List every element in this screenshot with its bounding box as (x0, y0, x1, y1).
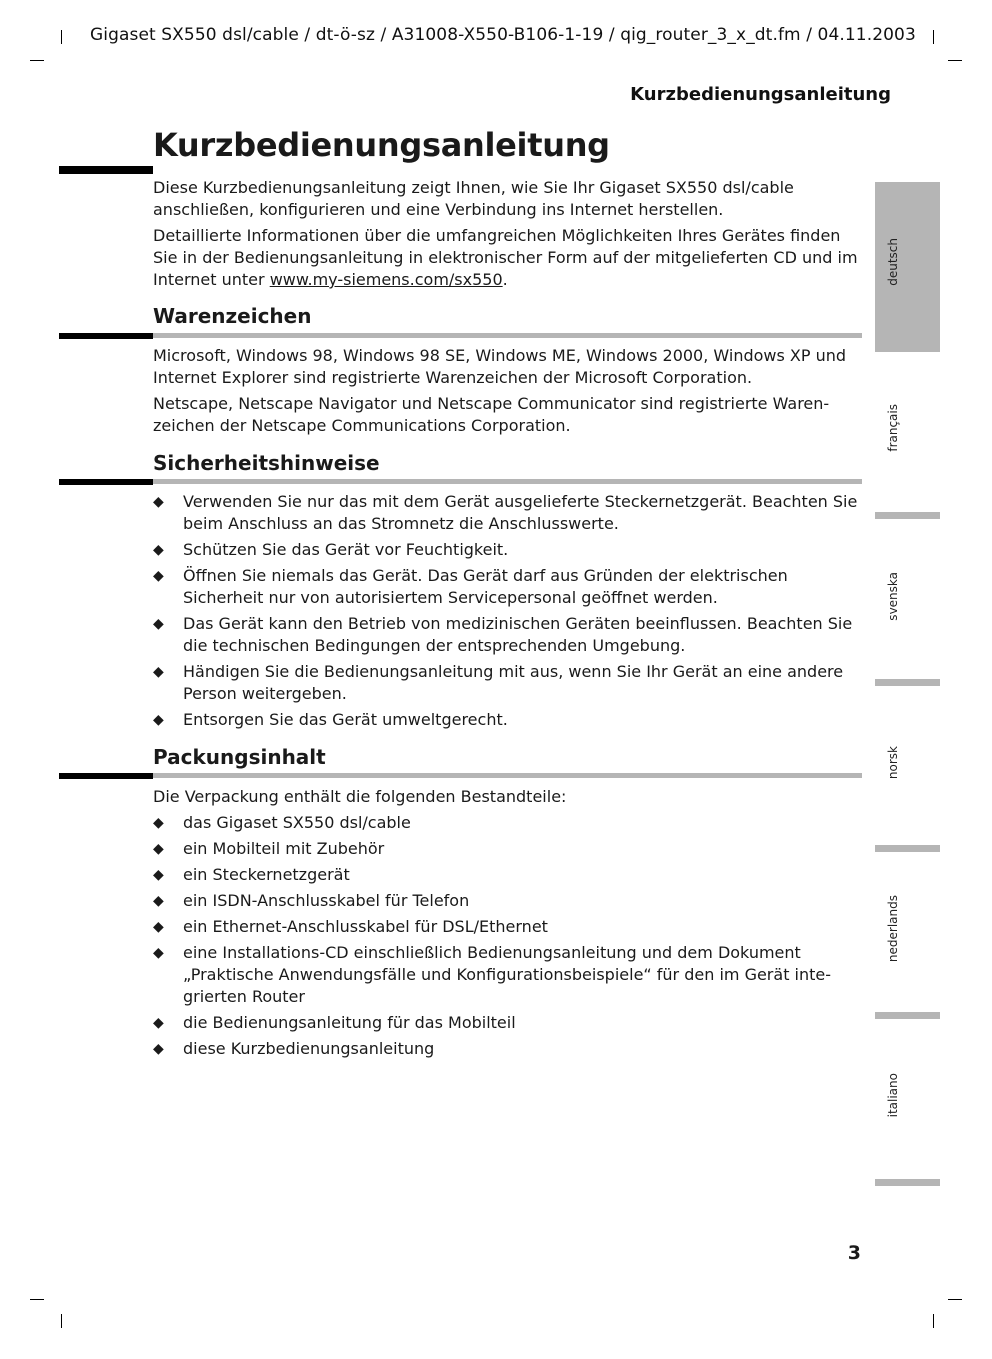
language-tab-separator (875, 1179, 940, 1186)
list-item-text: Öffnen Sie niemals das Gerät. Das Gerät darf aus Gründen der elektrischen Sicherheit nur von autorisiertem Servicepersonal geöffnet werden. (183, 566, 788, 607)
trademarks-paragraph-1: Microsoft, Windows 98, Windows 98 SE, Windows ME, Windows 2000, Windows XP und Internet Explorer sind registrierte Warenzeichen der Microsoft Corporation. (153, 346, 847, 387)
language-tab-separator (875, 1012, 940, 1019)
siemens-link[interactable]: www.my-siemens.com/sx550 (269, 270, 503, 289)
list-item-text: Schützen Sie das Gerät vor Feuchtigkeit. (183, 540, 509, 559)
list-item (153, 661, 865, 705)
bullet-diamond-icon: ◆ (153, 664, 164, 680)
language-tab-separator (875, 845, 940, 852)
page-number: 3 (847, 1242, 861, 1264)
list-item (153, 890, 865, 912)
trademarks-paragraph-2: Netscape, Netscape Navigator und Netscape Communicator sind registrierte Waren-zeichen der Netscape Communications Corporation. (153, 394, 830, 435)
language-tab-nederlands: nederlands (886, 895, 900, 963)
bullet-diamond-icon: ◆ (153, 919, 164, 935)
language-tab-active-background (875, 182, 940, 352)
section-rule-black (59, 333, 153, 339)
language-tab-italiano: italiano (886, 1073, 900, 1118)
list-item-text: Verwenden Sie nur das mit dem Gerät ausgelieferte Steckernetzgerät. Beachten Sie beim Anschluss an das Stromnetz die Anschlusswerte. (183, 492, 858, 533)
title-rule (59, 166, 153, 174)
list-item-text: Entsorgen Sie das Gerät umweltgerecht. (183, 710, 508, 729)
language-tab-separator (875, 679, 940, 686)
language-tab-deutsch: deutsch (886, 238, 900, 286)
list-item-text: die Bedienungsanleitung für das Mobilteil (183, 1013, 516, 1032)
crop-mark (933, 1314, 934, 1328)
package-heading: Packungsinhalt (153, 745, 326, 769)
bullet-diamond-icon: ◆ (153, 1015, 164, 1031)
file-info-line: Gigaset SX550 dsl/cable / dt-ö-sz / A31008-X550-B106-1-19 / qig_router_3_x_dt.fm / 04.11.2003 (90, 25, 916, 45)
list-item-text: ein Steckernetzgerät (183, 865, 350, 884)
language-tab-svenska: svenska (886, 572, 900, 621)
list-item (153, 812, 865, 834)
list-item (153, 565, 865, 609)
list-item-text: ein Mobilteil mit Zubehör (183, 839, 385, 858)
bullet-diamond-icon: ◆ (153, 945, 164, 961)
list-item-text: ein ISDN-Anschlusskabel für Telefon (183, 891, 470, 910)
list-item (153, 864, 865, 886)
intro-paragraph-2-end: . (502, 270, 508, 289)
language-tab-norsk: norsk (886, 746, 900, 780)
list-item (153, 613, 865, 657)
crop-mark (30, 60, 44, 61)
crop-mark (61, 30, 62, 44)
crop-mark (30, 1299, 44, 1300)
page-title: Kurzbedienungsanleitung (153, 126, 610, 164)
bullet-diamond-icon: ◆ (153, 841, 164, 857)
intro-paragraph-2 (153, 225, 865, 291)
crop-mark (948, 60, 962, 61)
list-item (153, 709, 865, 731)
package-list (153, 812, 865, 1064)
trademarks-text (153, 345, 865, 441)
crop-mark (948, 1299, 962, 1300)
bullet-diamond-icon: ◆ (153, 712, 164, 728)
list-item-text: diese Kurzbedienungsanleitung (183, 1039, 435, 1058)
intro-paragraph-1: Diese Kurzbedienungsanleitung zeigt Ihnen, wie Sie Ihr Gigaset SX550 dsl/cable anschließen, konfigurieren und eine Verbindung ins Internet herstellen. (153, 178, 794, 219)
list-item-text: ein Ethernet-Anschlusskabel für DSL/Ethernet (183, 917, 548, 936)
package-intro: Die Verpackung enthält die folgenden Bestandteile: (153, 787, 567, 806)
intro-text (153, 177, 865, 295)
bullet-diamond-icon: ◆ (153, 1041, 164, 1057)
bullet-diamond-icon: ◆ (153, 494, 164, 510)
bullet-diamond-icon: ◆ (153, 568, 164, 584)
list-item (153, 1012, 865, 1034)
list-item-text: eine Installations-CD einschließlich Bedienungsanleitung und dem Dokument „Praktische Anwendungsfälle und Konfigurationsbeispiele“ für den im Gerät inte-grierten Router (183, 943, 832, 1006)
intro-paragraph-2-text: Detaillierte Informationen über die umfangreichen Möglichkeiten Ihres Gerätes finden Sie in der Bedienungsanleitung in elektronischer Form auf der mitgelieferten CD und im Internet unter (153, 226, 858, 289)
bullet-diamond-icon: ◆ (153, 542, 164, 558)
section-rule-black (59, 773, 153, 779)
list-item (153, 491, 865, 535)
language-tab-separator (875, 512, 940, 519)
crop-mark (61, 1314, 62, 1328)
running-head: Kurzbedienungsanleitung (630, 84, 891, 105)
list-item-text: das Gigaset SX550 dsl/cable (183, 813, 411, 832)
language-tab-francais: français (886, 404, 900, 452)
list-item (153, 539, 865, 561)
bullet-diamond-icon: ◆ (153, 893, 164, 909)
crop-mark (933, 30, 934, 44)
safety-list (153, 491, 865, 735)
section-rule-gray (153, 479, 862, 484)
list-item (153, 838, 865, 860)
section-rule-gray (153, 333, 862, 338)
section-rule-black (59, 479, 153, 485)
section-rule-gray (153, 773, 862, 778)
list-item-text: Händigen Sie die Bedienungsanleitung mit aus, wenn Sie Ihr Gerät an eine andere Person weitergeben. (183, 662, 844, 703)
list-item-text: Das Gerät kann den Betrieb von medizinischen Geräten beeinflussen. Beachten Sie die technischen Bedingungen der entsprechenden Umgebung. (183, 614, 853, 655)
bullet-diamond-icon: ◆ (153, 867, 164, 883)
bullet-diamond-icon: ◆ (153, 815, 164, 831)
list-item (153, 1038, 865, 1060)
trademarks-heading: Warenzeichen (153, 304, 312, 328)
list-item (153, 942, 865, 1008)
list-item (153, 916, 865, 938)
bullet-diamond-icon: ◆ (153, 616, 164, 632)
safety-heading: Sicherheitshinweise (153, 451, 380, 475)
